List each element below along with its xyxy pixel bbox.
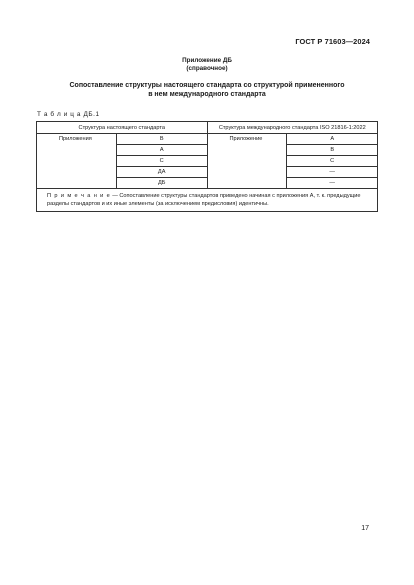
right-annex-cell: —: [287, 178, 378, 189]
left-annex-cell: B: [116, 134, 207, 145]
table-header-row: [37, 122, 378, 134]
right-annex-cell: A: [287, 134, 378, 145]
left-annex-cell: A: [116, 145, 207, 156]
table-note-row: [37, 189, 378, 212]
heading-line-1: Сопоставление структуры настоящего стандарта со структурой примененного: [69, 82, 345, 89]
column-header-international: Структура международного стандарта ISO 21816-1:2022: [207, 122, 378, 134]
annex-title: Приложение ДБ: [182, 57, 232, 64]
table-note: [37, 189, 378, 212]
left-annex-cell: C: [116, 156, 207, 167]
left-group-label: Приложения: [37, 134, 117, 189]
heading-line-2: в нем международного стандарта: [148, 90, 266, 98]
left-annex-cell: ДА: [116, 167, 207, 178]
column-header-national: Структура настоящего стандарта: [37, 122, 208, 134]
right-annex-cell: B: [287, 145, 378, 156]
annex-status: (справочное): [186, 65, 228, 72]
structure-comparison-table: [36, 121, 378, 212]
right-group-label: Приложение: [207, 134, 287, 189]
left-annex-cell: ДБ: [116, 178, 207, 189]
annex-heading: [0, 82, 414, 99]
note-text: — Сопоставление структуры стандартов приведено начиная с приложения А, т. к. предыдущие разделы стандартов и их иные элементы (за исключением предисловия) идентичны.: [47, 193, 361, 207]
table-row: [37, 134, 378, 145]
table-caption: Т а б л и ц а ДБ.1: [37, 111, 100, 118]
note-title: П р и м е ч а н и е: [47, 193, 111, 199]
right-annex-cell: C: [287, 156, 378, 167]
right-annex-cell: —: [287, 167, 378, 178]
page-number: 17: [361, 525, 369, 532]
annex-title-block: [0, 57, 414, 73]
document-code: ГОСТ Р 71603—2024: [295, 37, 370, 46]
